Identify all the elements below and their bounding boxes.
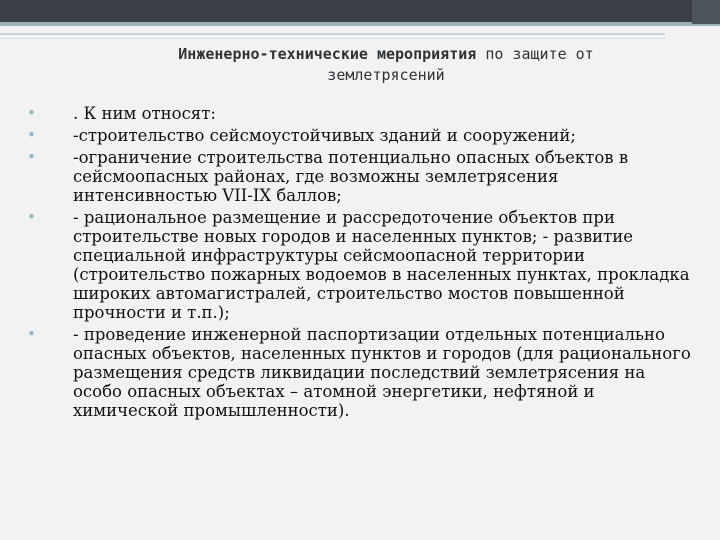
bullet-text: - проведение инженерной паспортизации отдельных потенциально опасных объектов, населенных пунктов и городов (для рационального размещения средств ликвидации последствий землетрясения на особо опасных объектах – атомной энергетики, нефтяной и химической промышленности). [73,325,691,420]
title-rest-part: по защите от [476,45,594,63]
bullet-text: -строительство сейсмоустойчивых зданий и сооружений; [73,126,576,145]
slide-title [86,44,686,86]
bullet-icon: • [27,104,36,122]
top-decorative-band [0,0,720,24]
list-item [20,104,695,123]
bullet-icon: • [27,148,36,166]
top-right-corner-block [692,0,720,24]
bullet-text: . К ним относят: [73,104,216,123]
list-item [20,325,695,420]
bullet-icon: • [27,325,36,343]
top-accent-strip [0,22,720,26]
header-rule-thin [0,38,665,39]
header-rule [0,33,665,35]
list-item [20,126,695,145]
bullet-icon: • [27,126,36,144]
title-line-2: землетрясений [327,66,445,84]
bullet-text: - рациональное размещение и рассредоточение объектов при строительстве новых городов и населенных пунктов; - развитие специальной инфраструктуры сейсмоопасной территории (строительство пожарных водоемов в населенных пунктах, прокладка широких автомагистралей, строительство мостов повышенной прочности и т.п.); [73,208,690,322]
bullet-icon: • [27,208,36,226]
title-bold-part: Инженерно-технические мероприятия [178,45,477,63]
list-item [20,148,695,205]
bullet-text: -ограничение строительства потенциально опасных объектов в сейсмоопасных районах, где возможны землетрясения интенсивностью VII-IX баллов; [73,148,629,205]
list-item [20,208,695,322]
bullet-list [20,104,695,423]
